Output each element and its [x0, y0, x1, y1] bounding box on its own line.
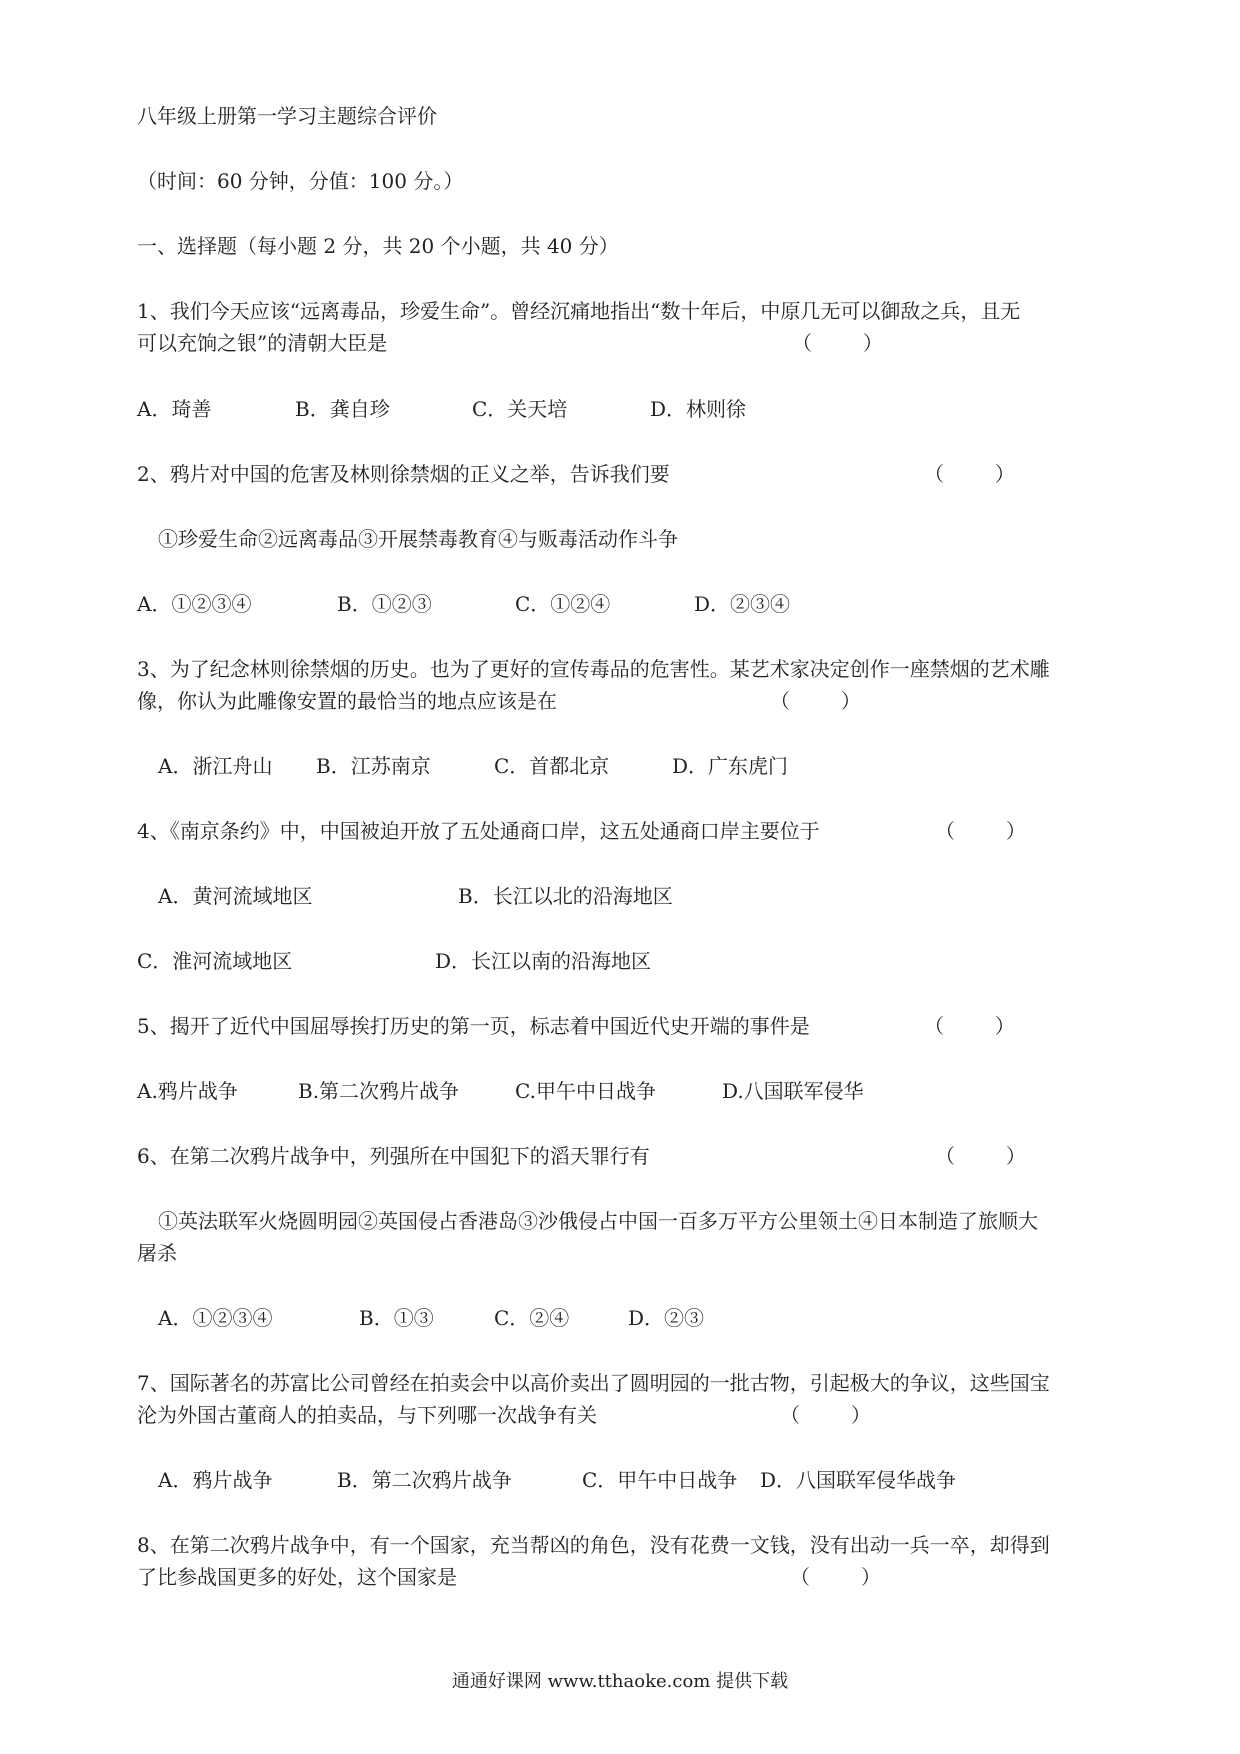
- question-6-answer-blank: （ ）: [935, 1144, 1026, 1168]
- question-8-answer-blank: （ ）: [790, 1565, 881, 1589]
- question-7-option-c: C．甲午中日战争: [582, 1468, 738, 1492]
- section-heading: 一、选择题（每小题 2 分，共 20 个小题，共 40 分）: [137, 234, 619, 258]
- question-7-option-a: A．鸦片战争: [158, 1468, 273, 1492]
- page-subtitle: （时间：60 分钟，分值：100 分。）: [137, 169, 464, 193]
- question-7-option-b: B．第二次鸦片战争: [337, 1468, 512, 1492]
- page-footer: 通通好课网 www.tthaoke.com 提供下载: [451, 1671, 789, 1692]
- question-1-stem-line-1: 1、我们今天应该“远离毒品，珍爱生命”。曾经沉痛地指出“数十年后，中原几无可以御敌之兵，且无: [137, 299, 1021, 323]
- question-2-stem: 2、鸦片对中国的危害及林则徐禁烟的正义之举，告诉我们要: [137, 462, 670, 486]
- page-title: 八年级上册第一学习主题综合评价: [137, 104, 437, 128]
- question-2-answer-blank: （ ）: [924, 462, 1015, 486]
- question-1-option-a: A．琦善: [137, 397, 212, 421]
- question-5-stem: 5、揭开了近代中国屈辱挨打历史的第一页，标志着中国近代史开端的事件是: [137, 1014, 810, 1038]
- question-1-option-c: C．关天培: [472, 397, 568, 421]
- question-2-statements: ①珍爱生命②远离毒品③开展禁毒教育④与贩毒活动作斗争: [158, 527, 678, 551]
- question-6-statements-line-1: ①英法联军火烧圆明园②英国侵占香港岛③沙俄侵占中国一百多万平方公里领土④日本制造了旅顺大: [158, 1209, 1038, 1233]
- question-3-option-d: D．广东虎门: [672, 754, 789, 778]
- question-6-option-a: A．①②③④: [158, 1306, 273, 1330]
- question-5-answer-blank: （ ）: [924, 1014, 1015, 1038]
- question-6-option-b: B．①③: [359, 1306, 434, 1330]
- question-2-option-d: D．②③④: [694, 592, 791, 616]
- question-7-stem-line-2: 沦为外国古董商人的拍卖品，与下列哪一次战争有关: [137, 1403, 597, 1427]
- question-1-answer-blank: （ ）: [792, 331, 883, 355]
- question-3-option-c: C．首都北京: [494, 754, 610, 778]
- question-5-option-d: D.八国联军侵华: [722, 1079, 864, 1103]
- question-1-option-d: D．林则徐: [650, 397, 747, 421]
- question-6-stem: 6、在第二次鸦片战争中，列强所在中国犯下的滔天罪行有: [137, 1144, 650, 1168]
- question-7-stem-line-1: 7、国际著名的苏富比公司曾经在拍卖会中以高价卖出了圆明园的一批古物，引起极大的争议，这些国宝: [137, 1371, 1050, 1395]
- question-3-option-a: A．浙江舟山: [158, 754, 273, 778]
- question-2-option-a: A．①②③④: [137, 592, 252, 616]
- question-5-option-a: A.鸦片战争: [137, 1079, 238, 1103]
- question-2-option-c: C．①②④: [515, 592, 611, 616]
- question-4-option-c: C．淮河流域地区: [137, 949, 293, 973]
- question-8-stem-line-1: 8、在第二次鸦片战争中，有一个国家，充当帮凶的角色，没有花费一文钱，没有出动一兵一卒，却得到: [137, 1533, 1050, 1557]
- question-4-option-a: A．黄河流域地区: [158, 884, 313, 908]
- question-2-option-b: B．①②③: [337, 592, 432, 616]
- question-8-stem-line-2: 了比参战国更多的好处，这个国家是: [137, 1565, 457, 1589]
- question-4-option-d: D．长江以南的沿海地区: [435, 949, 652, 973]
- question-4-option-b: B．长江以北的沿海地区: [458, 884, 673, 908]
- question-1-option-b: B．龚自珍: [295, 397, 390, 421]
- question-6-option-c: C．②④: [494, 1306, 570, 1330]
- question-4-stem: 4、《南京条约》中，中国被迫开放了五处通商口岸，这五处通商口岸主要位于: [137, 819, 820, 843]
- question-4-answer-blank: （ ）: [935, 819, 1026, 843]
- question-3-answer-blank: （ ）: [770, 689, 861, 713]
- question-5-option-c: C.甲午中日战争: [515, 1079, 656, 1103]
- question-3-stem-line-1: 3、为了纪念林则徐禁烟的历史。也为了更好的宣传毒品的危害性。某艺术家决定创作一座禁烟的艺术雕: [137, 657, 1050, 681]
- question-5-option-b: B.第二次鸦片战争: [298, 1079, 460, 1103]
- question-6-statements-line-2: 屠杀: [137, 1241, 177, 1265]
- question-1-stem-line-2: 可以充饷之银”的清朝大臣是: [137, 331, 388, 355]
- question-3-stem-line-2: 像，你认为此雕像安置的最恰当的地点应该是在: [137, 689, 557, 713]
- question-7-answer-blank: （ ）: [780, 1403, 871, 1427]
- question-7-option-d: D．八国联军侵华战争: [760, 1468, 957, 1492]
- question-6-option-d: D．②③: [628, 1306, 705, 1330]
- question-3-option-b: B．江苏南京: [316, 754, 431, 778]
